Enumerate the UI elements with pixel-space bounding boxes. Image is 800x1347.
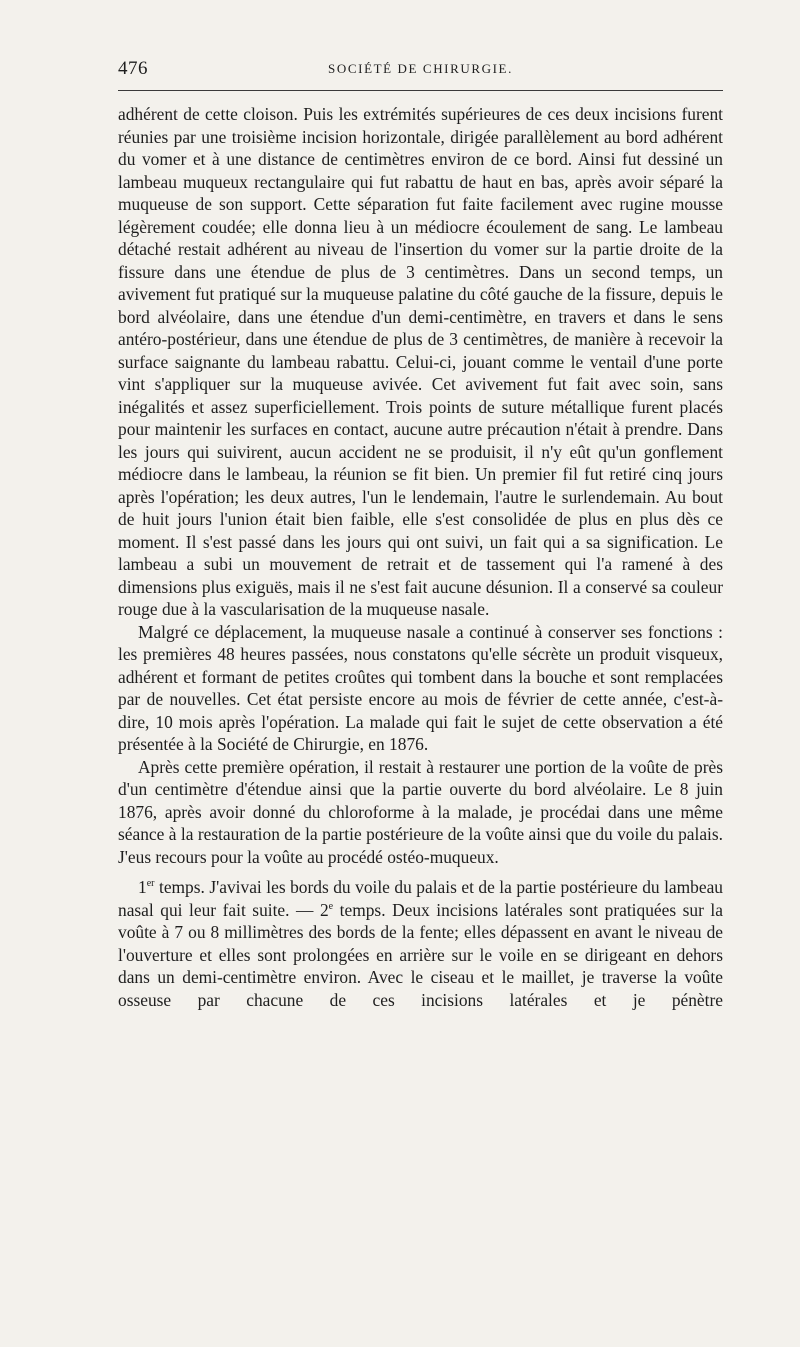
paragraph-1-text: adhérent de cette cloison. Puis les extrémités supérieures de ces deux incisions furent réunies par une troisième incision horizontale, dirigée parallèlement au bord adhérent du vomer et à une distance de centimètres environ de ce bord. Ainsi fut dessiné un lambeau muqueux rectangulaire qui fut rabattu de haut en bas, après avoir séparé la muqueuse de son support. Cette séparation fut faite facilement avec rugine mousse légèrement coudée; elle donna lieu à un médiocre écoulement de sang. Le lambeau détaché restait adhérent au niveau de l'insertion du vomer sur la partie droite de la fissure dans une étendue de plus de 3 centimètres. Dans un second temps, un avivement fut pratiqué sur la muqueuse palatine du côté gauche de la fissure, depuis le bord alvéolaire, dans une étendue d'un demi-centimètre, en travers et dans le sens antéro-postérieur, dans une étendue de plus de 3 centimètres, de manière à recevoir la surface saignante du lambeau rabattu. Celui-ci, jouant comme le ventail d'une porte vint s'appliquer sur la muqueuse avivée. Cet avivement fut fait avec soin, sans inégalités et assez superficiellement. Trois points de suture métallique furent placés pour maintenir les surfaces en contact, aucune autre précaution n'était à prendre. Dans les jours qui suivirent, aucun accident ne se produisit, il n'y eût qu'un gonflement médiocre dans le lambeau, la réunion se fit bien. Un premier fil fut retiré cinq jours après l'opération; les deux autres, l'un le lendemain, l'autre le surlendemain. Au bout de huit jours l'union était bien faible, elle s'est consolidée de plus en plus dès ce moment. Il s'est passé dans les jours qui ont suivi, un fait qui a sa signification. Le lambeau a subi un mouvement de retrait et de tassement qui l'a ramené à des dimensions plus exiguës, mais il ne s'est fait aucune désunion. Il a conservé sa couleur rouge due à la vascularisation de la muqueuse nasale. — [118, 104, 723, 619]
ordinal-first-number: 1 — [138, 877, 147, 897]
running-title: SOCIÉTÉ DE CHIRURGIE. — [328, 61, 513, 76]
paragraph-3-text: Après cette première opération, il restait à restaurer une portion de la voûte de près d'un centimètre d'étendue ainsi que la partie ouverte du bord alvéolaire. Le 8 juin 1876, après avoir donné du chloroforme à la malade, je procédai dans une même séance à la restauration de la partie postérieure de la voûte ainsi que du voile du palais. J'eus recours pour la voûte au procédé ostéo-muqueux. — [118, 756, 723, 867]
paragraph-2-text: Malgré ce déplacement, la muqueuse nasale a continué à conserver ses fonctions : les premières 48 heures passées, nous constatons qu'elle sécrète un produit visqueux, adhérent et formant de petites croûtes qui tombent dans la bouche et sont remplacées par de nouvelles. Cet état persiste encore au mois de février de cette année, c'est-à-dire, 10 mois après l'opération. La malade qui fait le sujet de cette observation a été présentée à la Société de Chirurgie, en 1876. — [118, 621, 723, 754]
body-text — [118, 103, 723, 1011]
paragraph-4-text-part1: temps. J'avivai les bords du voile du palais et de la partie postérieure du lambeau nasal qui leur fait suite. — — [118, 877, 723, 920]
ordinal-second-number: 2 — [319, 899, 329, 920]
header-rule — [118, 90, 723, 91]
paragraph-4 — [118, 876, 723, 1011]
ordinal-second-suffix: e — [328, 900, 334, 912]
ordinal-first-suffix: er — [146, 878, 155, 890]
page-header — [118, 58, 723, 80]
paragraph-3 — [118, 756, 723, 869]
paragraph-2 — [118, 621, 723, 756]
paragraph-1 — [118, 103, 723, 621]
paragraph-4-text-part2: temps. Deux incisions latérales sont pratiquées sur la voûte à 7 ou 8 millimètres des bords de la fente; elles dépassent en avant le niveau de l'ouverture et elles sont prolongées en arrière sur le voile en se dirigeant en dehors dans un demi-centimètre environ. Avec le ciseau et le maillet, je traverse la voûte osseuse par chacune de ces incisions latérales et je pénètre — [118, 899, 723, 1010]
page-number: 476 — [118, 58, 148, 79]
